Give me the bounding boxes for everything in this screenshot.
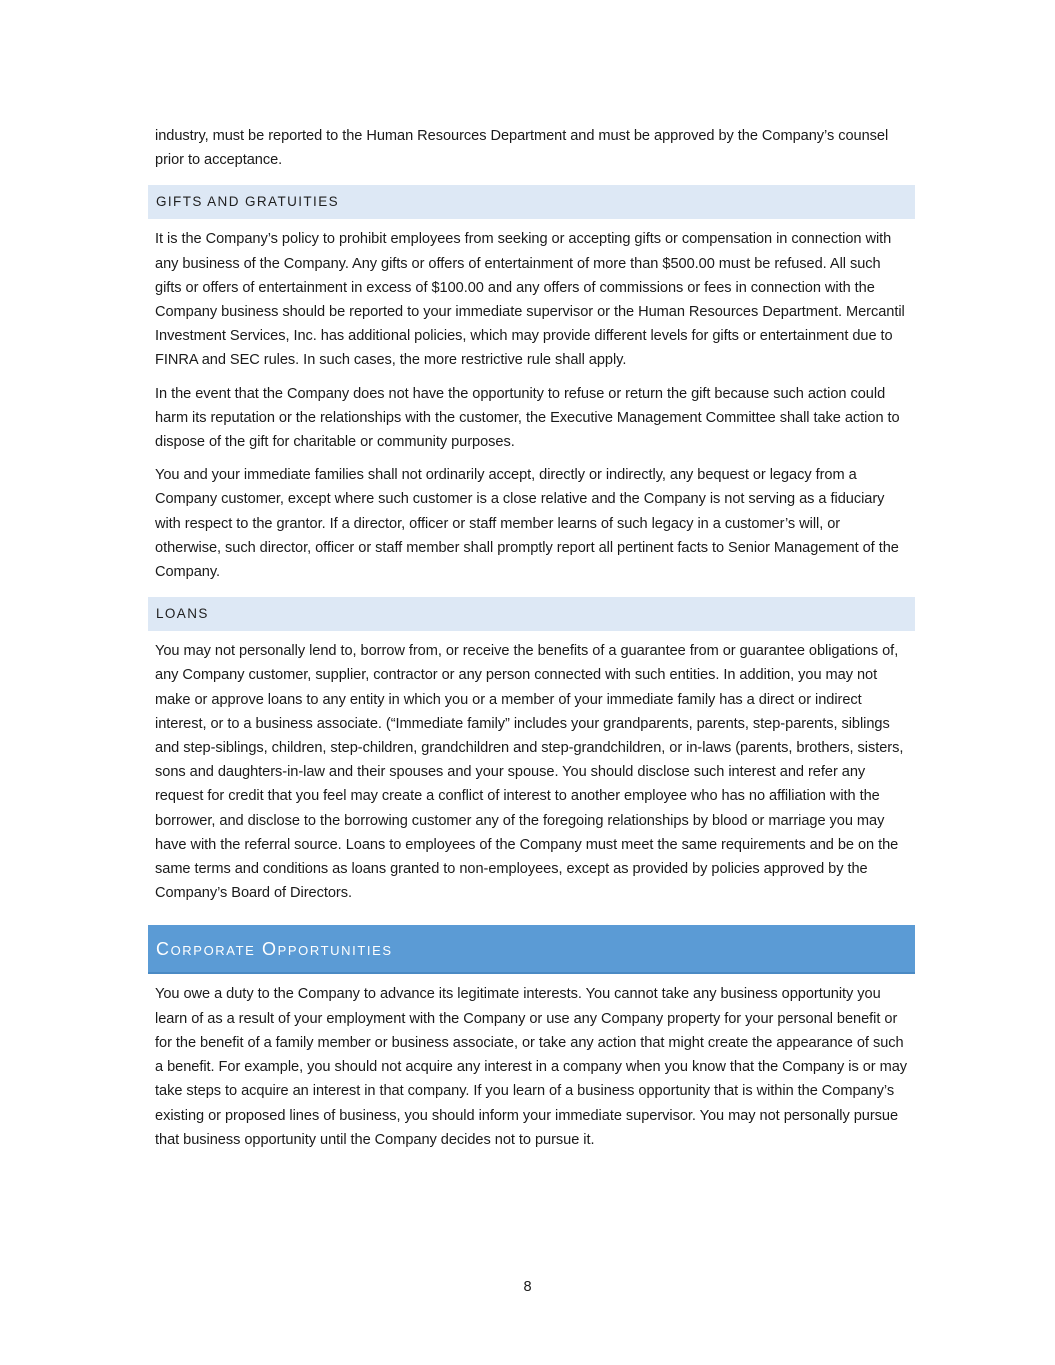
section-heading-corporate-opportunities: Corporate Opportunities: [148, 925, 915, 974]
gifts-paragraph-1: It is the Company’s policy to prohibit employees from seeking or accepting gifts or compensation in connection with any business of the Company. Any gifts or offers of entertainment of more than $500.00 must be refused. All such gifts or offers of entertainment in excess of $100.00 and any offers of commissions or fees in connection with the Company business should be reported to your immediate supervisor or the Human Resources Department. Mercantil Investment Services, Inc. has additional policies, which may provide different levels for gifts or entertainment due to FINRA and SEC rules. In such cases, the more restrictive rule shall apply.: [155, 231, 905, 369]
section-heading-loans: LOANS: [148, 597, 915, 631]
loans-paragraph-1: You may not personally lend to, borrow from, or receive the benefits of a guarantee from or guarantee obligations of, any Company customer, supplier, contractor or any person connected with such entities. In addition, you may not make or approve loans to any entity in which you or a member of your immediate family has a direct or indirect interest, or to a business associate. (“Immediate family” includes your grandparents, parents, step-parents, siblings and step-siblings, children, step-children, grandchildren and step-grandchildren, or in-laws (parents, brothers, sisters, sons and daughters-in-law and their spouses and your spouse. You should disclose such interest and refer any request for credit that you feel may create a conflict of interest to another employee who has no affiliation with the borrower, and disclose to the borrowing customer any of the foregoing relationships by blood or marriage you may have with the referral source. Loans to employees of the Company must meet the same requirements and be on the same terms and conditions as loans granted to non-employees, except as provided by policies approved by the Company’s Board of Directors.: [155, 643, 904, 902]
intro-paragraph: industry, must be reported to the Human Resources Department and must be approved by the Company’s counsel prior to acceptance.: [155, 128, 889, 169]
page-content: [148, 124, 915, 1152]
gifts-paragraph-2: In the event that the Company does not have the opportunity to refuse or return the gift because such action could harm its reputation or the relationships with the customer, the Executive Management Committee shall take action to dispose of the gift for charitable or community purposes.: [155, 385, 900, 451]
page-number: 8: [523, 1279, 532, 1295]
gifts-paragraph-3: You and your immediate families shall not ordinarily accept, directly or indirectly, any bequest or legacy from a Company customer, except where such customer is a close relative and the Company is not serving as a fiduciary with respect to the grantor. If a director, officer or staff member learns of such legacy in a customer’s will, or otherwise, such director, officer or staff member shall promptly report all pertinent facts to Senior Management of the Company.: [155, 467, 899, 581]
corporate-opportunities-paragraph-1: You owe a duty to the Company to advance its legitimate interests. You cannot take any business opportunity you learn of as a result of your employment with the Company or use any Company property for your personal benefit or for the benefit of a family member or business associate, or take any action that might create the appearance of such a benefit. For example, you should not acquire any interest in a company when you know that the Company is or may take steps to acquire an interest in that company. If you learn of a business opportunity that is within the Company’s existing or proposed lines of business, you should inform your immediate supervisor. You may not personally pursue that business opportunity until the Company decides not to pursue it.: [155, 986, 908, 1148]
section-heading-gifts: GIFTS AND GRATUITIES: [148, 185, 915, 219]
